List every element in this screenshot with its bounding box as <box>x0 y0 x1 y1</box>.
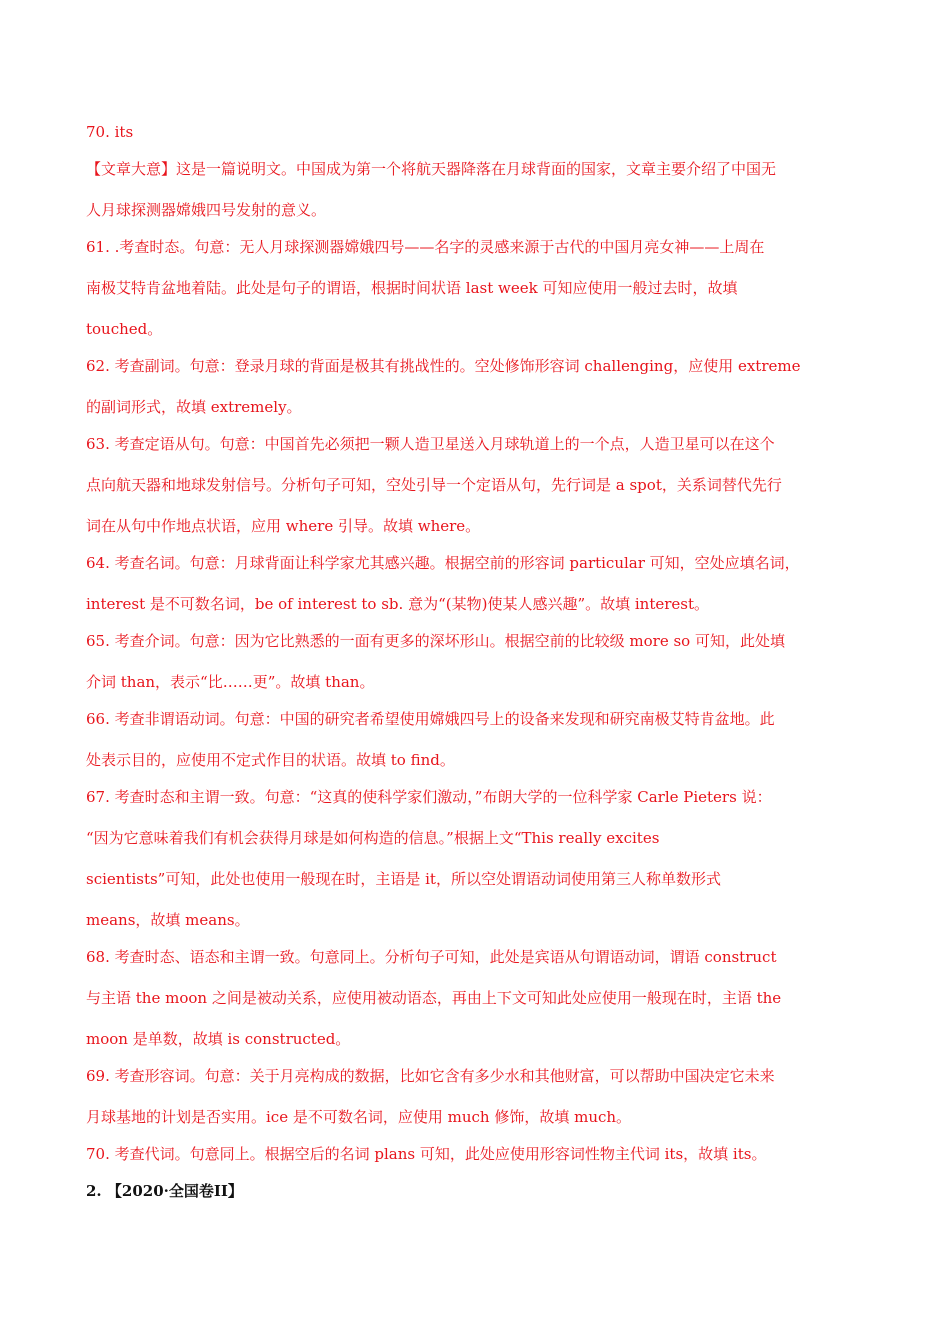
explanation-line: 61. .考查时态。句意：无人月球探测器嫦娥四号——名字的灵感来源于古代的中国月亮女神——上周在 <box>86 238 765 256</box>
explanation-line: 月球基地的计划是否实用。ice 是不可数名词，应使用 much 修饰，故填 much。 <box>86 1108 632 1126</box>
explanation-line: 65. 考查介词。句意：因为它比熟悉的一面有更多的深坏形山。根据空前的比较级 more so 可知，此处填 <box>86 632 785 650</box>
explanation-line: 64. 考查名词。句意：月球背面让科学家尤其感兴趣。根据空前的形容词 particular 可知，空处应填名词， <box>86 554 800 572</box>
explanation-line: means，故填 means。 <box>86 911 250 929</box>
explanation-line: “因为它意味着我们有机会获得月球是如何构造的信息。”根据上文“This really excites <box>86 829 660 847</box>
explanation-68 <box>86 947 866 1049</box>
explanation-65 <box>86 631 866 692</box>
explanation-line: 66. 考查非谓语动词。句意：中国的研究者希望使用嫦娥四号上的设备来发现和研究南极艾特肯盆地。此 <box>86 710 775 728</box>
explanation-line: 南极艾特肯盆地着陆。此处是句子的谓语，根据时间状语 last week 可知应使用一般过去时，故填 <box>86 279 738 297</box>
explanation-66 <box>86 709 866 770</box>
explanation-line: 69. 考查形容词。句意：关于月亮构成的数据，比如它含有多少水和其他财富，可以帮助中国决定它未来 <box>86 1067 775 1085</box>
explanation-64 <box>86 553 866 614</box>
explanation-69 <box>86 1066 866 1127</box>
explanation-63 <box>86 434 866 536</box>
explanation-line: 70. 考查代词。句意同上。根据空后的名词 plans 可知，此处应使用形容词性物主代词 its，故填 its。 <box>86 1145 767 1163</box>
explanation-line: 点向航天器和地球发射信号。分析句子可知，空处引导一个定语从句，先行词是 a spot，关系词替代先行 <box>86 476 782 494</box>
summary-line: 【文章大意】这是一篇说明文。中国成为第一个将航天器降落在月球背面的国家，文章主要介绍了中国无 <box>86 160 777 178</box>
explanation-line: moon 是单数，故填 is constructed。 <box>86 1030 351 1048</box>
explanation-line: 68. 考查时态、语态和主谓一致。句意同上。分析句子可知，此处是宾语从句谓语动词，谓语 construct <box>86 948 777 966</box>
next-question-heading: 2. 【2020·全国卷II】 <box>86 1182 243 1200</box>
explanation-line: 介词 than，表示“比……更”。故填 than。 <box>86 673 375 691</box>
explanation-line: 62. 考查副词。句意：登录月球的背面是极其有挑战性的。空处修饰形容词 challenging，应使用 extreme <box>86 357 801 375</box>
answer-document <box>86 122 866 1201</box>
explanation-line: 63. 考查定语从句。句意：中国首先必须把一颗人造卫星送入月球轨道上的一个点，人造卫星可以在这个 <box>86 435 775 453</box>
explanation-62 <box>86 356 866 417</box>
explanation-line: touched。 <box>86 320 163 338</box>
explanation-line: interest 是不可数名词，be of interest to sb. 意为“(某物)使某人感兴趣”。故填 interest。 <box>86 595 710 613</box>
explanation-line: scientists”可知，此处也使用一般现在时，主语是 it，所以空处谓语动词使用第三人称单数形式 <box>86 870 721 888</box>
explanation-61 <box>86 237 866 339</box>
explanation-line: 的副词形式，故填 extremely。 <box>86 398 302 416</box>
answer-line-70: 70. its <box>86 123 134 141</box>
summary-line: 人月球探测器嫦娥四号发射的意义。 <box>86 201 327 219</box>
explanation-line: 与主语 the moon 之间是被动关系，应使用被动语态，再由上下文可知此处应使用一般现在时，主语 the <box>86 989 782 1007</box>
explanation-line: 词在从句中作地点状语，应用 where 引导。故填 where。 <box>86 517 481 535</box>
article-summary <box>86 159 866 220</box>
explanation-67 <box>86 787 866 930</box>
explanation-line: 67. 考查时态和主谓一致。句意：“这真的使科学家们激动，”布朗大学的一位科学家 Carle Pieters 说： <box>86 788 772 806</box>
explanation-70 <box>86 1144 866 1164</box>
explanation-line: 处表示目的，应使用不定式作目的状语。故填 to find。 <box>86 751 455 769</box>
